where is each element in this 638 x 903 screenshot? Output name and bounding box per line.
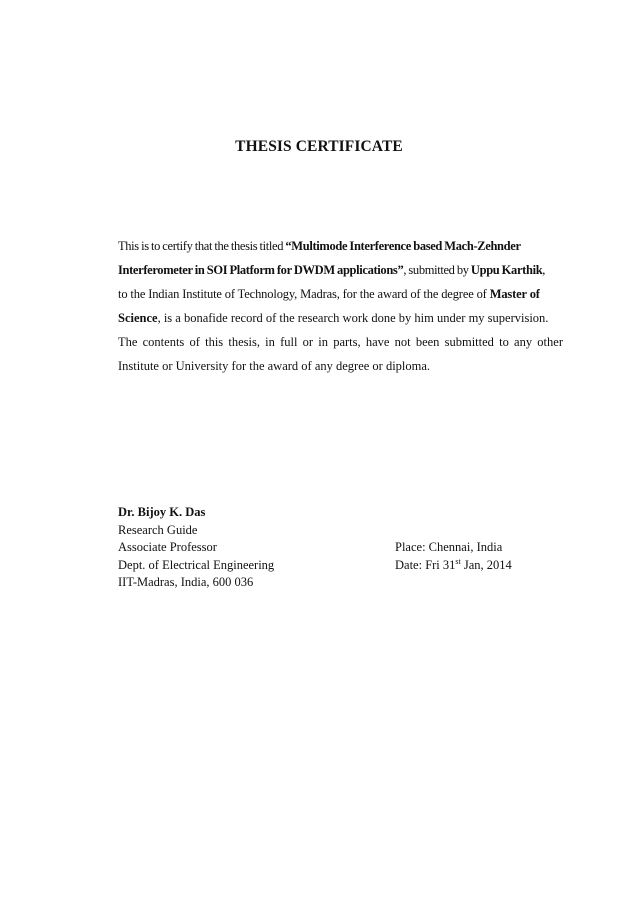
paragraph-line-1 (118, 234, 563, 258)
place-date-block (395, 539, 512, 574)
place-text: Place: Chennai, India (395, 540, 503, 554)
date-prefix: Date: Fri 31 (395, 557, 456, 572)
paragraph-line-5: The contents of this thesis, in full or in parts, have not been submitted to any other (118, 335, 563, 349)
text-run: , submitted by (403, 263, 471, 277)
guide-department: Dept. of Electrical Engineering (118, 557, 275, 572)
guide-role: Research Guide (118, 522, 198, 537)
guide-name: Dr. Bijoy K. Das (118, 505, 206, 519)
degree-part-2: Science (118, 311, 158, 325)
text-run: This is to certify that the thesis titled (118, 239, 286, 253)
paragraph-line-2 (118, 258, 563, 282)
text-run: , (542, 263, 546, 277)
date-text (395, 557, 512, 575)
paragraph-line-4 (118, 306, 563, 330)
thesis-title-part-1: “Multimode Interference based Mach-Zehnder (285, 239, 521, 253)
paragraph-line-6: Institute or University for the award of any degree or diploma. (118, 359, 431, 373)
guide-signature-block (118, 504, 274, 592)
thesis-title-part-2: Interferometer in SOI Platform for DWDM applications” (118, 263, 404, 277)
author-name: Uppu Karthik (470, 263, 543, 277)
guide-institute: IIT-Madras, India, 600 036 (118, 575, 254, 589)
date-suffix: Jan, 2014 (460, 557, 512, 572)
text-run: , is a bonafide record of the research work done by him under my supervision. (157, 311, 549, 325)
certificate-paragraph (118, 234, 563, 378)
page-title: THESIS CERTIFICATE (235, 138, 403, 155)
date-ordinal: st (455, 556, 461, 566)
paragraph-line-3 (118, 282, 563, 306)
guide-position: Associate Professor (118, 540, 217, 554)
degree-part-1: Master of (489, 287, 540, 301)
text-run: to the Indian Institute of Technology, Madras, for the award of the degree of (118, 287, 490, 301)
